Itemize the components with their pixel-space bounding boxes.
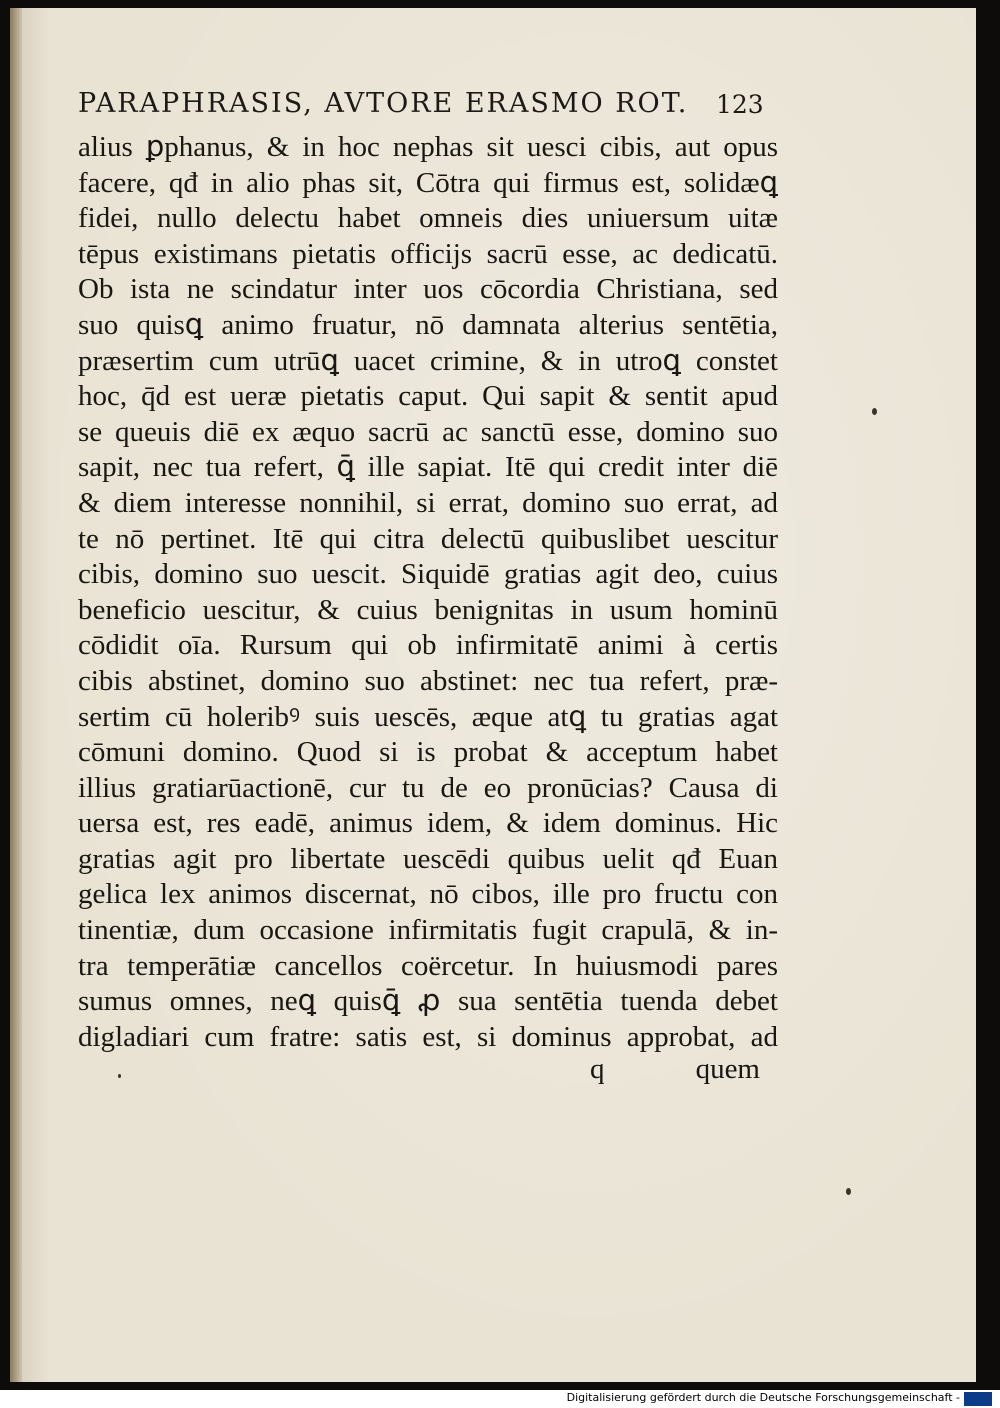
text-line: tēpus existimans pietatis officijs sacrū esse, ac dedicatū. bbox=[78, 237, 778, 270]
paper-speck bbox=[846, 1188, 851, 1195]
text-line: cōdidit oīa. Rursum qui ob infirmitatē animi à certis bbox=[78, 629, 778, 662]
funding-credit: Digitalisierung gefördert durch die Deutsche Forschungsgemeinschaft - bbox=[566, 1391, 960, 1404]
text-line: cibis, domino suo uescit. Siquidē gratias agit deo, cuius bbox=[78, 558, 778, 591]
text-line: uersa est, res eadē, animus idem, & idem dominus. Hic bbox=[78, 807, 778, 840]
catchword: quem bbox=[695, 1053, 760, 1085]
text-line: cōmuni domino. Quod si is probat & acceptum habet bbox=[78, 736, 778, 769]
text-line: fidei, nullo delectu habet omneis dies uniuersum uitæ bbox=[78, 202, 778, 235]
signature-mark: q bbox=[590, 1053, 605, 1085]
dfg-logo-icon bbox=[964, 1392, 992, 1406]
paper-speck bbox=[872, 408, 877, 415]
text-line: facere, qđ in alio phas sit, Cōtra qui firmus est, solidæꝗ bbox=[78, 166, 778, 199]
paper-speck bbox=[118, 1074, 121, 1078]
page-gutter-edge bbox=[10, 8, 22, 1382]
text-line: præsertim cum utrūꝗ uacet crimine, & in utroꝗ constet bbox=[78, 344, 778, 377]
text-line: digladiari cum fratre: satis est, si dominus approbat, ad bbox=[78, 1020, 778, 1053]
text-line: alius ꝑphanus, & in hoc nephas sit uesci cibis, aut opus bbox=[78, 131, 778, 163]
footer-bar bbox=[0, 1390, 1000, 1408]
text-line: sapit, nec tua refert, ꝗ̄ ille sapiat. Itē qui credit inter diē bbox=[78, 451, 778, 484]
text-line: se queuis diē ex æquo sacrū ac sanctū esse, domino suo bbox=[78, 415, 778, 448]
text-line: sumus omnes, neꝗ quisꝗ̄ ꝓ sua sentētia tuenda debet bbox=[78, 985, 778, 1018]
text-line: & diem interesse nonnihil, si errat, domino suo errat, ad bbox=[78, 486, 778, 519]
text-line: beneficio uescitur, & cuius benignitas in usum hominū bbox=[78, 593, 778, 626]
text-line: te nō pertinet. Itē qui citra delectū quibuslibet uescitur bbox=[78, 522, 778, 555]
folio-number: 123 bbox=[716, 90, 764, 119]
book-page bbox=[10, 8, 976, 1382]
catchwords-line bbox=[590, 1053, 760, 1086]
text-line: cibis abstinet, domino suo abstinet: nec tua refert, præ- bbox=[78, 664, 778, 697]
text-line: tinentiæ, dum occasione infirmitatis fugit crapulā, & in- bbox=[78, 914, 778, 947]
text-line: tra temperātiæ cancellos coërcetur. In huiusmodi pares bbox=[78, 949, 778, 982]
text-line: hoc, q̄d est ueræ pietatis caput. Qui sapit & sentit apud bbox=[78, 380, 778, 413]
text-line: gelica lex animos discernat, nō cibos, ille pro fructu con bbox=[78, 878, 778, 911]
text-line: Ob ista ne scindatur inter uos cōcordia Christiana, sed bbox=[78, 273, 778, 306]
text-line: sertim cū holeribꝰ suis uescēs, æque atꝗ tu gratias agat bbox=[78, 700, 778, 733]
text-line: gratias agit pro libertate uescēdi quibus uelit qđ Euan bbox=[78, 842, 778, 875]
text-line: illius gratiarūactionē, cur tu de eo pronūcias? Causa di bbox=[78, 771, 778, 804]
body-text bbox=[78, 130, 778, 1055]
text-line: suo quisꝗ animo fruatur, nō damnata alterius sentētia, bbox=[78, 308, 778, 341]
running-title: PARAPHRASIS, AVTORE ERASMO ROT. bbox=[78, 88, 689, 119]
